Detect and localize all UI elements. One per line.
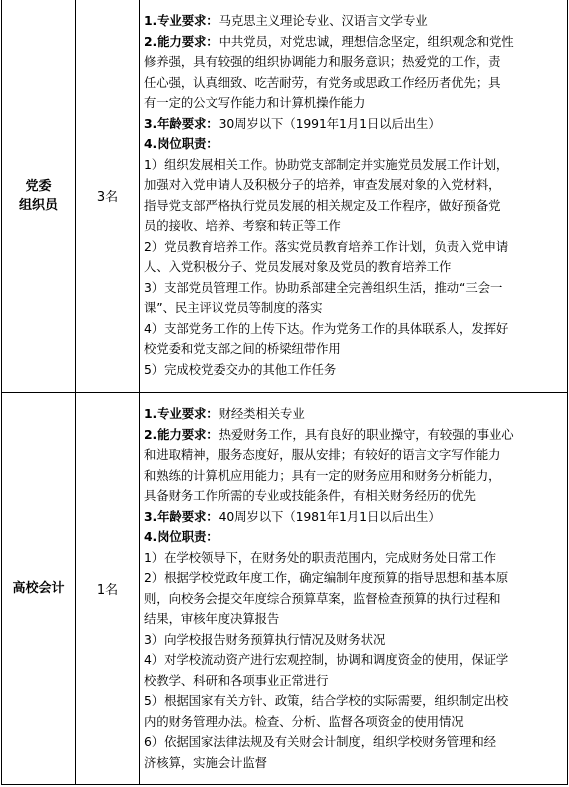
- requirement-line: [144, 257, 564, 278]
- requirement-line: [144, 155, 564, 176]
- requirement-text: 4）支部党务工作的上传下达。作为党务工作的具体联系人，发挥好: [144, 320, 509, 336]
- requirement-line: [144, 52, 564, 73]
- requirement-text: 则，向校务会提交年度综合预算草案，监督检查预算的执行过程和: [144, 590, 501, 606]
- requirement-line: [144, 425, 564, 446]
- table-row: [2, 393, 568, 785]
- requirement-heading: 1.专业要求：: [144, 13, 219, 28]
- requirement-line: [144, 527, 564, 548]
- requirement-heading: 3.年龄要求：: [144, 115, 219, 131]
- requirement-text: 2）党员教育培养工作。落实党员教育培养工作计划，负责入党申请: [144, 238, 509, 254]
- requirement-line: [144, 93, 564, 114]
- requirement-text: 6）依据国家法律法规及有关财会计制度，组织学校财务管理和经: [144, 734, 496, 749]
- requirement-line: [144, 753, 564, 774]
- requirement-heading: 4.岗位职责：: [144, 136, 219, 151]
- requirement-line: [144, 507, 564, 528]
- requirement-text: 2）根据学校党政年度工作，确定编制年度预算的指导思想和基本原: [144, 570, 509, 585]
- requirement-text: 4）对学校流动资产进行宏观控制，协调和调度资金的使用，保证学: [144, 652, 509, 667]
- requirement-text: 人、入党积极分子、党员发展对象及党员的教育培养工作: [144, 259, 452, 274]
- requirement-line: [144, 404, 564, 425]
- requirement-text: 校教学、科研和各项事业正常进行: [144, 672, 329, 688]
- requirement-line: [144, 691, 564, 712]
- requirement-text: 中共党员，对党忠诚，理想信念坚定，组织观念和党性: [218, 33, 514, 49]
- requirement-text: 5）根据国家有关方针、政策，结合学校的实际需要，组织制定出校: [144, 693, 509, 708]
- requirement-line: [144, 650, 564, 671]
- requirement-line: [144, 732, 564, 753]
- position-name-line: 高校会计: [12, 581, 65, 596]
- requirement-line: [144, 237, 564, 258]
- table-row: [2, 0, 568, 393]
- requirement-line: [144, 568, 564, 589]
- requirement-text: 指导党支部严格执行党员发展的相关规定及工作程序，做好预备党: [144, 197, 501, 213]
- requirement-line: [144, 466, 564, 487]
- requirement-text: 修养强，具有较强的组织协调能力和服务意识；热爱党的工作，责: [144, 54, 501, 69]
- position-name-line: 组织员: [18, 197, 58, 213]
- headcount-cell: 1名: [76, 393, 140, 785]
- position-cell: [2, 393, 76, 785]
- requirement-line: [144, 360, 564, 381]
- requirement-text: 30周岁以下（1991年1月1日以后出生）: [218, 115, 441, 131]
- requirement-text: 和熟练的计算机应用能力；具有一定的财务应用和财务分析能力，: [144, 467, 501, 483]
- requirements-cell: [140, 393, 568, 785]
- requirement-text: 1）在学校领导下，在财务处的职责范围内，完成财务处日常工作: [144, 549, 496, 565]
- requirement-line: [144, 278, 564, 299]
- requirement-text: 任心强，认真细致、吃苦耐劳，有党务或思政工作经历者优先；具: [144, 74, 501, 90]
- requirement-line: [144, 589, 564, 610]
- requirement-text: 3）支部党员管理工作。协助系部建全完善组织生活，推动“三会一: [144, 279, 503, 295]
- requirement-line: [144, 196, 564, 217]
- requirement-line: [144, 73, 564, 94]
- requirement-heading: 2.能力要求：: [144, 426, 219, 442]
- requirement-line: [144, 11, 564, 32]
- requirement-line: [144, 298, 564, 319]
- requirement-text: 校党委和党支部之间的桥梁纽带作用: [144, 341, 341, 356]
- headcount-cell: 3名: [76, 0, 140, 393]
- requirement-line: [144, 319, 564, 340]
- requirement-text: 财经类相关专业: [218, 406, 305, 421]
- requirement-heading: 3.年龄要求：: [144, 508, 219, 524]
- requirement-text: 结果，审核年度决算报告: [144, 611, 280, 626]
- requirement-line: [144, 134, 564, 155]
- job-requirements-table: [1, 0, 568, 785]
- requirement-line: [144, 445, 564, 466]
- requirement-text: 具备财务工作所需的专业或技能条件，有相关财务经历的优先: [144, 488, 476, 503]
- requirement-text: 员的接收、培养、考察和转正等工作: [144, 218, 341, 233]
- requirement-line: [144, 630, 564, 651]
- requirement-line: [144, 216, 564, 237]
- requirement-text: 马克思主义理论专业、汉语言文学专业: [218, 13, 428, 28]
- requirement-heading: 4.岗位职责：: [144, 529, 219, 544]
- requirement-text: 5）完成校党委交办的其他工作任务: [144, 361, 337, 377]
- requirement-line: [144, 339, 564, 360]
- requirement-text: 和进取精神，服务态度好，服从安排；有较好的语言文字写作能力: [144, 447, 501, 462]
- requirement-text: 1）组织发展相关工作。协助党支部制定并实施党员发展工作计划，: [144, 156, 509, 172]
- requirement-heading: 2.能力要求：: [144, 33, 219, 49]
- requirement-line: [144, 175, 564, 196]
- requirement-line: [144, 548, 564, 569]
- requirement-text: 课”、民主评议党员等制度的落实: [144, 300, 323, 315]
- requirement-line: [144, 32, 564, 53]
- requirement-line: [144, 114, 564, 135]
- requirement-text: 加强对入党申请人及积极分子的培养，审查发展对象的入党材料，: [144, 177, 501, 192]
- requirement-text: 有一定的公文写作能力和计算机操作能力: [144, 95, 366, 110]
- requirement-line: [144, 486, 564, 507]
- requirement-line: [144, 609, 564, 630]
- requirement-text: 济核算，实施会计监督: [144, 754, 267, 770]
- requirement-line: [144, 671, 564, 692]
- requirement-line: [144, 712, 564, 733]
- requirement-heading: 1.专业要求：: [144, 406, 219, 421]
- position-name-line: 党委: [25, 178, 52, 194]
- requirement-text: 内的财务管理办法。检查、分析、监督各项资金的使用情况: [144, 713, 464, 729]
- requirements-cell: [140, 0, 568, 393]
- requirement-text: 40周岁以下（1981年1月1日以后出生）: [218, 508, 441, 524]
- requirement-text: 热爱财务工作，具有良好的职业操守，有较强的事业心: [218, 426, 514, 442]
- requirement-text: 3）向学校报告财务预算执行情况及财务状况: [144, 631, 386, 647]
- position-cell: [2, 0, 76, 393]
